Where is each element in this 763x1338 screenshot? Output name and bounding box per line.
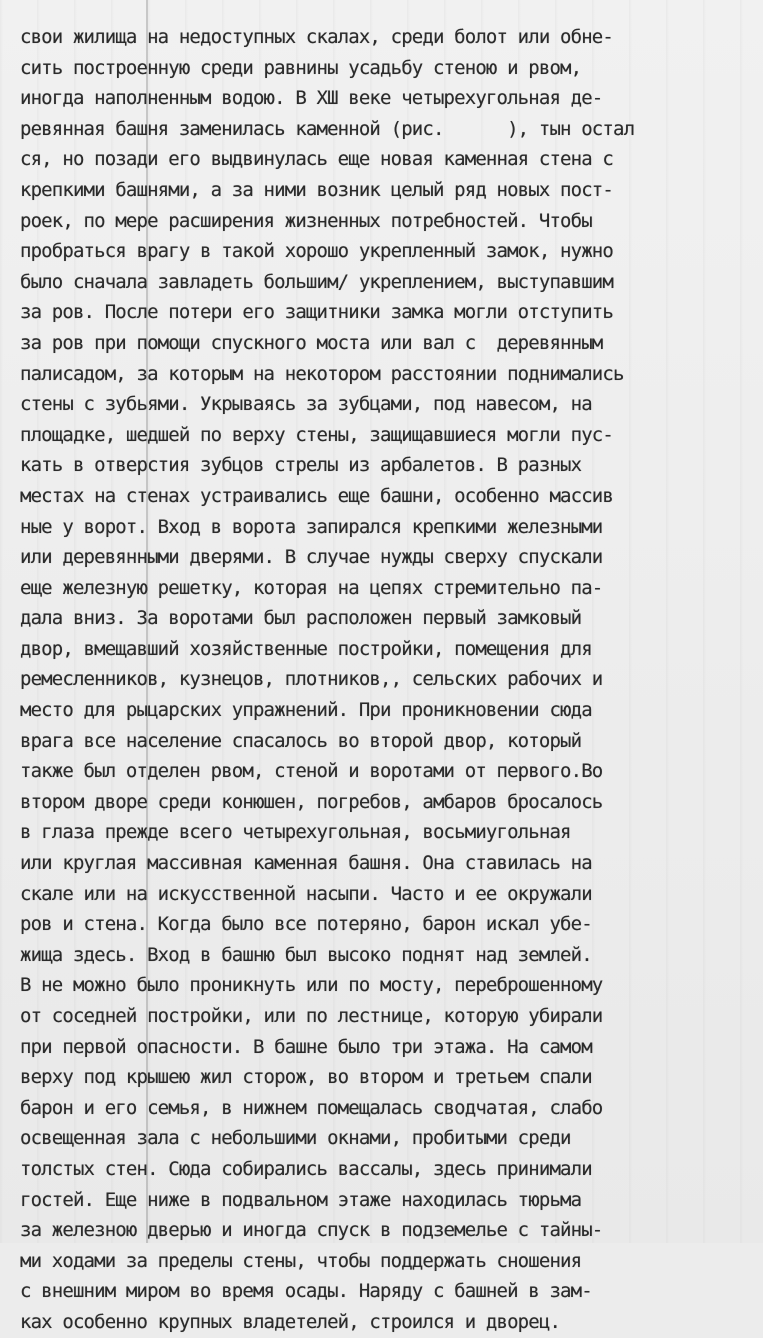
text-line: скале или на искусственной насыпи. Часто и ее окружали	[20, 882, 592, 905]
text-line: свои жилища на недоступных скалах, среди болот или обне-	[20, 26, 613, 48]
text-line: еще железную решетку, которая на цепях стремительно па-	[20, 576, 603, 599]
text-line: за ров при помощи спускного моста или вал с деревянным	[20, 331, 603, 354]
text-line: также был отделен рвом, стеной и воротами от первого.Во	[20, 760, 603, 783]
text-line: барон и его семья, в нижнем помещалась сводчатая, слабо	[20, 1096, 603, 1119]
text-line: иногда наполненным водою. В XШ веке четырехугольная де-	[20, 87, 603, 110]
text-line: освещенная зала с небольшими окнами, пробитыми среди	[20, 1127, 571, 1150]
text-line: за ров. После потери его защитники замка могли отступить	[20, 301, 613, 324]
text-line: ревянная башня заменилась каменной (рис. ), тын остал	[20, 117, 635, 140]
text-line: крепкими башнями, а за ними возник целый ряд новых пост-	[20, 178, 613, 201]
text-line: стены с зубьями. Укрываясь за зубцами, под навесом, на	[20, 393, 592, 416]
text-line: в глаза прежде всего четырехугольная, восьмиугольная	[20, 821, 571, 844]
text-line: ров и стена. Когда было все потеряно, барон искал убе-	[20, 913, 592, 936]
text-line: с внешним миром во время осады. Наряду с башней в зам-	[20, 1280, 592, 1303]
text-line: или деревянными дверями. В случае нужды сверху спускали	[20, 546, 603, 569]
text-line: гостей. Еще ниже в подвальном этаже находилась тюрьма	[20, 1188, 582, 1211]
text-line: втором дворе среди конюшен, погребов, амбаров бросалось	[20, 790, 603, 813]
text-line: роек, по мере расширения жизненных потребностей. Чтобы	[20, 209, 592, 232]
text-line: дала вниз. За воротами был расположен первый замковый	[20, 607, 582, 630]
text-line: толстых стен. Сюда собирались вассалы, здесь принимали	[20, 1157, 592, 1180]
text-line: В не можно было проникнуть или по мосту, переброшенному	[20, 974, 603, 997]
text-line: или круглая массивная каменная башня. Она ставилась на	[20, 852, 592, 875]
text-line: местах на стенах устраивались еще башни, особенно массив	[20, 484, 613, 507]
text-line: от соседней постройки, или по лестнице, которую убирали	[20, 1005, 603, 1027]
text-line: жища здесь. Вход в башню был высоко поднят над землей.	[20, 943, 592, 966]
text-line: было сначала завладеть большим/ укреплением, выступавшим	[20, 270, 613, 293]
text-line: за железною дверью и иногда спуск в подземелье с тайны-	[20, 1219, 603, 1242]
text-line: пробраться врагу в такой хорошо укрепленный замок, нужно	[20, 240, 613, 263]
text-body	[20, 22, 760, 1338]
text-line: ми ходами за пределы стены, чтобы поддержать сношения	[20, 1249, 582, 1272]
text-line: ремесленников, кузнецов, плотников,, сельских рабочих и	[20, 668, 603, 691]
text-line: верху под крышею жил сторож, во втором и третьем спали	[20, 1066, 592, 1089]
text-line: палисадом, за которым на некотором расстоянии поднимались	[20, 362, 624, 385]
text-line: врага все население спасалось во второй двор, который	[20, 729, 582, 752]
text-line: ные у ворот. Вход в ворота запирался крепкими железными	[20, 515, 603, 538]
text-line: ся, но позади его выдвинулась еще новая каменная стена с	[20, 148, 613, 171]
text-line: при первой опасности. В башне было три этажа. На самом	[20, 1035, 592, 1058]
text-line: площадке, шедшей по верху стены, защищавшиеся могли пус-	[20, 423, 613, 446]
text-line: кать в отверстия зубцов стрелы из арбалетов. В разных	[20, 454, 582, 477]
text-line: двор, вмещавший хозяйственные постройки, помещения для	[20, 637, 592, 660]
text-line: сить построенную среди равнины усадьбу стеною и рвом,	[20, 56, 582, 79]
text-line: ках особенно крупных владетелей, строился и дворец.	[20, 1310, 561, 1333]
text-line: место для рыцарских упражнений. При проникновении сюда	[20, 699, 592, 722]
